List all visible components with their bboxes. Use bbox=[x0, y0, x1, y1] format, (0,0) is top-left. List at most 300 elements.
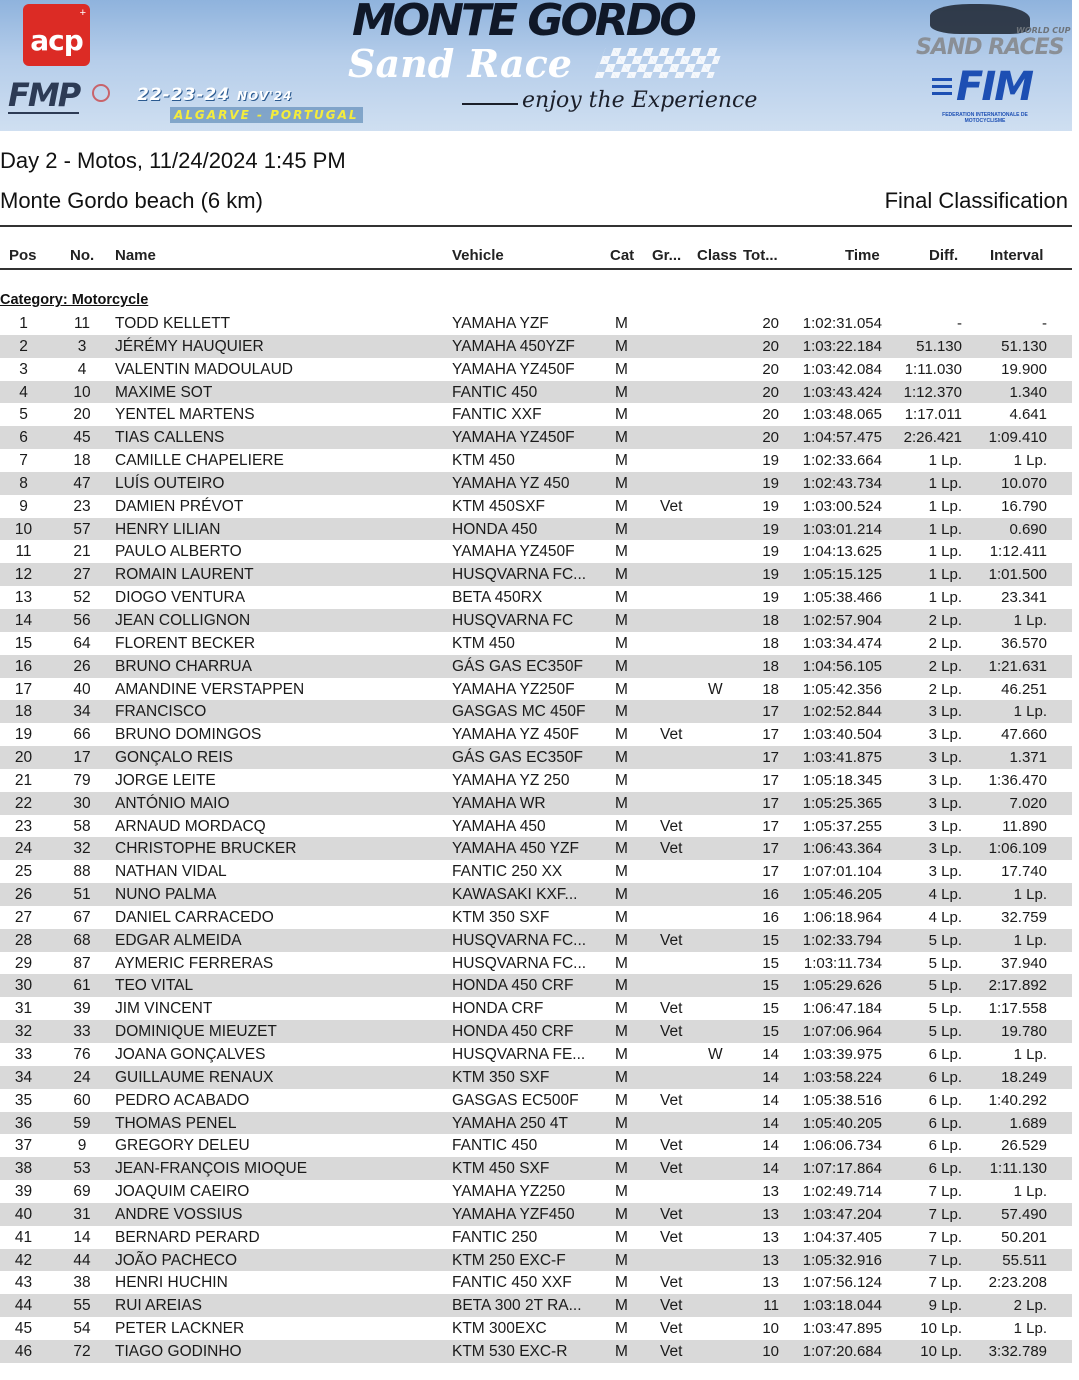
cell-rider-name: DOMINIQUE MIEUZET bbox=[115, 1023, 277, 1041]
cell-diff: 7 Lp. bbox=[928, 1183, 962, 1201]
column-header-interval: Interval bbox=[990, 247, 1044, 264]
cell-rider-number: 57 bbox=[73, 520, 91, 538]
cell-rider-name: NATHAN VIDAL bbox=[115, 863, 227, 881]
cell-group: Vet bbox=[660, 497, 683, 515]
cell-interval: 1 Lp. bbox=[1013, 931, 1047, 949]
table-row bbox=[0, 952, 1072, 975]
cell-time: 1:03:00.524 bbox=[802, 497, 882, 515]
cell-vehicle: KTM 450SXF bbox=[452, 497, 546, 515]
table-row bbox=[0, 1294, 1072, 1317]
cell-group: Vet bbox=[660, 1320, 683, 1338]
cell-interval: 47.660 bbox=[1001, 726, 1047, 744]
cell-rider-number: 11 bbox=[73, 315, 91, 332]
cell-total-laps: 14 bbox=[762, 1091, 779, 1109]
table-row bbox=[0, 609, 1072, 632]
cell-diff: 7 Lp. bbox=[928, 1274, 962, 1292]
report-type: Final Classification bbox=[884, 188, 1068, 213]
cell-rider-number: 88 bbox=[73, 863, 91, 881]
cell-time: 1:07:56.124 bbox=[802, 1274, 882, 1292]
cell-diff: 10 Lp. bbox=[920, 1342, 962, 1360]
table-row bbox=[0, 426, 1072, 449]
cell-position: 46 bbox=[14, 1342, 33, 1360]
cell-rider-number: 14 bbox=[73, 1228, 91, 1246]
cell-total-laps: 15 bbox=[762, 931, 779, 949]
cell-group: Vet bbox=[660, 1297, 683, 1315]
table-row bbox=[0, 1340, 1072, 1363]
cell-interval: 19.900 bbox=[1001, 360, 1047, 378]
table-row bbox=[0, 586, 1072, 609]
cell-position: 20 bbox=[14, 749, 33, 767]
fim-logo: FIM bbox=[956, 64, 1033, 110]
cell-category: M bbox=[615, 634, 628, 652]
cell-vehicle: HUSQVARNA FC... bbox=[452, 931, 587, 949]
table-row bbox=[0, 1157, 1072, 1180]
cell-rider-number: 21 bbox=[73, 543, 91, 561]
cell-total-laps: 19 bbox=[762, 589, 779, 607]
cell-total-laps: 10 bbox=[762, 1342, 779, 1360]
cell-rider-name: LUÍS OUTEIRO bbox=[115, 474, 225, 492]
cell-interval: 55.511 bbox=[1002, 1251, 1047, 1269]
cell-position: 6 bbox=[19, 429, 28, 447]
cell-position: 24 bbox=[14, 840, 33, 858]
cell-category: M bbox=[615, 817, 628, 835]
table-row bbox=[0, 495, 1072, 518]
cell-time: 1:05:38.466 bbox=[802, 589, 882, 607]
cell-total-laps: 18 bbox=[762, 611, 779, 629]
cell-interval: 26.529 bbox=[1001, 1137, 1047, 1155]
cell-vehicle: KTM 300EXC bbox=[452, 1320, 547, 1338]
cell-diff: 1 Lp. bbox=[928, 474, 962, 492]
cell-category: M bbox=[615, 337, 628, 355]
cell-category: M bbox=[615, 1342, 628, 1360]
column-header-group: Gr... bbox=[652, 247, 682, 264]
cell-category: M bbox=[615, 1183, 628, 1201]
cell-rider-name: TIAGO GODINHO bbox=[115, 1342, 242, 1360]
cell-class: W bbox=[708, 1046, 723, 1063]
cell-time: 1:05:29.626 bbox=[802, 977, 882, 995]
plus-icon: + bbox=[79, 7, 86, 19]
cell-vehicle: HONDA CRF bbox=[452, 1000, 544, 1018]
cell-position: 1 bbox=[19, 315, 28, 332]
cell-position: 30 bbox=[14, 977, 33, 995]
cell-diff: 3 Lp. bbox=[928, 840, 962, 858]
table-row bbox=[0, 792, 1072, 815]
cell-interval: 1:06.109 bbox=[988, 840, 1047, 858]
cell-rider-name: THOMAS PENEL bbox=[115, 1114, 237, 1132]
cell-category: M bbox=[615, 360, 628, 378]
cell-interval: 17.740 bbox=[1001, 863, 1047, 881]
table-row bbox=[0, 563, 1072, 586]
cell-time: 1:03:42.084 bbox=[802, 360, 882, 378]
column-header-time: Time bbox=[845, 247, 880, 264]
cell-interval: 57.490 bbox=[1001, 1205, 1047, 1223]
cell-time: 1:05:46.205 bbox=[802, 886, 882, 904]
cell-category: M bbox=[615, 611, 628, 629]
cell-category: M bbox=[615, 543, 628, 561]
cell-rider-number: 38 bbox=[73, 1274, 91, 1292]
cell-diff: 6 Lp. bbox=[928, 1068, 962, 1086]
column-header-name: Name bbox=[115, 247, 156, 264]
cell-category: M bbox=[615, 429, 628, 447]
sand-races-logo bbox=[916, 4, 1071, 64]
cell-rider-number: 79 bbox=[73, 771, 91, 789]
cell-interval: 1:12.411 bbox=[989, 543, 1047, 561]
cell-diff: - bbox=[957, 315, 962, 332]
table-row bbox=[0, 997, 1072, 1020]
cell-total-laps: 13 bbox=[762, 1251, 779, 1269]
cell-group: Vet bbox=[660, 1137, 683, 1155]
cell-rider-name: JÉRÉMY HAUQUIER bbox=[115, 337, 264, 355]
cell-position: 35 bbox=[14, 1091, 33, 1109]
cell-category: M bbox=[615, 863, 628, 881]
cell-interval: 7.020 bbox=[1009, 794, 1047, 812]
cell-position: 8 bbox=[19, 474, 28, 492]
cell-rider-number: 76 bbox=[73, 1046, 91, 1063]
cell-category: M bbox=[615, 1114, 628, 1132]
cell-position: 2 bbox=[19, 337, 28, 355]
cell-rider-number: 34 bbox=[73, 703, 91, 721]
event-region: ALGARVE - PORTUGAL bbox=[170, 107, 363, 123]
cell-rider-name: JOAQUIM CAEIRO bbox=[115, 1183, 250, 1201]
cell-time: 1:02:33.794 bbox=[802, 931, 882, 949]
cell-diff: 6 Lp. bbox=[928, 1137, 962, 1155]
cell-vehicle: YAMAHA 450 YZF bbox=[452, 840, 579, 858]
cell-total-laps: 17 bbox=[762, 749, 779, 767]
cell-vehicle: HUSQVARNA FC... bbox=[452, 954, 587, 972]
table-row bbox=[0, 312, 1072, 335]
cell-vehicle: HUSQVARNA FC... bbox=[452, 566, 587, 584]
cell-category: M bbox=[615, 794, 628, 812]
cell-diff: 2 Lp. bbox=[928, 657, 962, 675]
fim-logo-subtext: FEDERATION INTERNATIONALE DE MOTOCYCLISME bbox=[942, 112, 1028, 124]
table-row bbox=[0, 1180, 1072, 1203]
cell-rider-number: 31 bbox=[73, 1205, 91, 1223]
cell-position: 43 bbox=[14, 1274, 33, 1292]
cell-interval: 51.130 bbox=[1001, 337, 1047, 355]
cell-category: M bbox=[615, 954, 628, 972]
cell-total-laps: 16 bbox=[762, 886, 779, 904]
cell-diff: 3 Lp. bbox=[928, 817, 962, 835]
cell-interval: 1:11.130 bbox=[989, 1160, 1047, 1178]
cell-rider-number: 18 bbox=[73, 452, 91, 470]
cell-total-laps: 19 bbox=[762, 566, 779, 584]
cell-time: 1:04:57.475 bbox=[802, 429, 882, 447]
cell-group: Vet bbox=[660, 1091, 683, 1109]
cell-category: M bbox=[615, 703, 628, 721]
cell-vehicle: YAMAHA 450YZF bbox=[452, 337, 575, 355]
cell-interval: 1:17.558 bbox=[988, 1000, 1047, 1018]
cell-time: 1:03:47.204 bbox=[802, 1205, 882, 1223]
cell-position: 9 bbox=[19, 497, 28, 515]
cell-total-laps: 14 bbox=[762, 1068, 779, 1086]
cell-vehicle: YAMAHA YZ 250 bbox=[452, 771, 570, 789]
cell-rider-name: JEAN COLLIGNON bbox=[115, 611, 251, 629]
cell-total-laps: 14 bbox=[762, 1160, 779, 1178]
cell-interval: 0.690 bbox=[1009, 520, 1047, 538]
cell-total-laps: 14 bbox=[762, 1114, 779, 1132]
fim-speed-lines-icon bbox=[932, 78, 952, 99]
cell-position: 18 bbox=[14, 703, 33, 721]
cell-total-laps: 17 bbox=[762, 794, 779, 812]
cell-time: 1:07:06.964 bbox=[802, 1023, 882, 1041]
cell-diff: 3 Lp. bbox=[928, 726, 962, 744]
cell-diff: 51.130 bbox=[916, 337, 962, 355]
column-header-no: No. bbox=[70, 247, 95, 264]
cell-category: M bbox=[615, 1068, 628, 1086]
cell-category: M bbox=[615, 315, 628, 332]
cell-position: 38 bbox=[14, 1160, 33, 1178]
cell-interval: 11.890 bbox=[1002, 817, 1047, 835]
cell-diff: 5 Lp. bbox=[928, 1000, 962, 1018]
column-header-cat: Cat bbox=[610, 247, 635, 264]
cell-diff: 1 Lp. bbox=[928, 497, 962, 515]
quad-bike-icon bbox=[930, 4, 1030, 34]
cell-rider-name: GONÇALO REIS bbox=[115, 749, 233, 767]
category-label: Category: Motorcycle bbox=[0, 292, 149, 308]
cell-category: M bbox=[615, 589, 628, 607]
cell-vehicle: KAWASAKI KXF... bbox=[452, 886, 578, 904]
cell-vehicle: KTM 450 bbox=[452, 634, 515, 652]
cell-position: 40 bbox=[14, 1205, 33, 1223]
cell-total-laps: 15 bbox=[762, 977, 779, 995]
cell-position: 44 bbox=[14, 1297, 33, 1315]
column-header-diff: Diff. bbox=[929, 247, 959, 264]
tagline-stroke bbox=[462, 103, 518, 105]
cell-total-laps: 20 bbox=[762, 337, 779, 355]
cell-rider-name: BERNARD PERARD bbox=[115, 1228, 260, 1246]
cell-group: Vet bbox=[660, 1160, 683, 1178]
cell-diff: 4 Lp. bbox=[928, 886, 962, 904]
cell-category: M bbox=[615, 840, 628, 858]
cell-category: M bbox=[615, 908, 628, 926]
table-row bbox=[0, 1226, 1072, 1249]
cell-vehicle: YAMAHA WR bbox=[452, 794, 546, 812]
cell-rider-number: 20 bbox=[73, 406, 91, 424]
cell-interval: 1.689 bbox=[1009, 1114, 1047, 1132]
cell-total-laps: 15 bbox=[762, 1000, 779, 1018]
cell-rider-name: AMANDINE VERSTAPPEN bbox=[115, 680, 305, 698]
column-header-pos: Pos bbox=[9, 247, 37, 264]
classification-table bbox=[0, 312, 1072, 1363]
cell-vehicle: YAMAHA YZ250F bbox=[452, 680, 575, 698]
cell-total-laps: 13 bbox=[762, 1183, 779, 1201]
cell-category: M bbox=[615, 383, 628, 401]
fmp-logo: FMP bbox=[8, 76, 80, 114]
table-row bbox=[0, 403, 1072, 426]
cell-time: 1:06:06.734 bbox=[802, 1137, 882, 1155]
cell-position: 14 bbox=[14, 611, 33, 629]
cell-rider-name: HENRY LILIAN bbox=[115, 520, 221, 538]
cell-position: 12 bbox=[14, 566, 33, 584]
session-title: Day 2 - Motos, 11/24/2024 1:45 PM bbox=[0, 148, 346, 173]
cell-diff: 3 Lp. bbox=[928, 794, 962, 812]
table-row bbox=[0, 381, 1072, 404]
cell-diff: 10 Lp. bbox=[920, 1320, 962, 1338]
checkered-flag-icon bbox=[595, 48, 724, 78]
cell-class: W bbox=[708, 680, 723, 698]
table-row bbox=[0, 1271, 1072, 1294]
cell-total-laps: 20 bbox=[762, 383, 779, 401]
event-days: 22-23-24 bbox=[137, 85, 231, 105]
cell-vehicle: YAMAHA YZ450F bbox=[452, 360, 575, 378]
cell-total-laps: 19 bbox=[762, 520, 779, 538]
cell-interval: 18.249 bbox=[1001, 1068, 1047, 1086]
cell-category: M bbox=[615, 657, 628, 675]
cell-rider-name: VALENTIN MADOULAUD bbox=[115, 360, 293, 378]
cell-diff: 2 Lp. bbox=[928, 634, 962, 652]
cell-rider-number: 45 bbox=[73, 429, 91, 447]
cell-rider-number: 23 bbox=[73, 497, 91, 515]
table-row bbox=[0, 518, 1072, 541]
cell-position: 42 bbox=[14, 1251, 33, 1269]
cell-total-laps: 19 bbox=[762, 452, 779, 470]
event-dates bbox=[137, 86, 293, 106]
cell-position: 23 bbox=[14, 817, 33, 835]
cell-rider-number: 24 bbox=[73, 1068, 91, 1086]
table-row bbox=[0, 860, 1072, 883]
cell-rider-number: 55 bbox=[73, 1297, 91, 1315]
cell-rider-number: 40 bbox=[73, 680, 91, 698]
cell-time: 1:02:33.664 bbox=[802, 452, 882, 470]
cell-vehicle: GÁS GAS EC350F bbox=[452, 657, 583, 675]
cell-diff: 5 Lp. bbox=[928, 931, 962, 949]
cell-rider-name: DAMIEN PRÉVOT bbox=[115, 497, 244, 515]
cell-total-laps: 17 bbox=[762, 771, 779, 789]
cell-total-laps: 14 bbox=[762, 1046, 779, 1063]
cell-rider-name: TODD KELLETT bbox=[115, 315, 231, 332]
table-row bbox=[0, 837, 1072, 860]
cell-category: M bbox=[615, 520, 628, 538]
cell-vehicle: BETA 450RX bbox=[452, 589, 543, 607]
cell-time: 1:05:37.255 bbox=[802, 817, 882, 835]
cell-diff: 4 Lp. bbox=[928, 908, 962, 926]
motorcycle-rider-icon bbox=[92, 84, 110, 102]
column-header-vehicle: Vehicle bbox=[452, 247, 504, 264]
cell-interval: 32.759 bbox=[1001, 908, 1047, 926]
cell-interval: 1 Lp. bbox=[1013, 1183, 1047, 1201]
cell-rider-number: 61 bbox=[73, 977, 91, 995]
cell-vehicle: HONDA 450 CRF bbox=[452, 977, 574, 995]
cell-rider-number: 33 bbox=[73, 1023, 91, 1041]
cell-time: 1:03:22.184 bbox=[802, 337, 882, 355]
cell-total-laps: 20 bbox=[762, 360, 779, 378]
cell-rider-name: PAULO ALBERTO bbox=[115, 543, 242, 561]
cell-rider-number: 53 bbox=[73, 1160, 91, 1178]
cell-category: M bbox=[615, 1205, 628, 1223]
cell-rider-number: 72 bbox=[73, 1342, 91, 1360]
cell-time: 1:02:57.904 bbox=[802, 611, 882, 629]
table-row bbox=[0, 632, 1072, 655]
cell-vehicle: HUSQVARNA FE... bbox=[452, 1046, 586, 1063]
cell-rider-name: JIM VINCENT bbox=[115, 1000, 213, 1018]
table-row bbox=[0, 974, 1072, 997]
cell-vehicle: FANTIC 450 bbox=[452, 1137, 538, 1155]
cell-rider-name: BRUNO DOMINGOS bbox=[115, 726, 262, 744]
cell-interval: 1 Lp. bbox=[1013, 1320, 1047, 1338]
cell-interval: 1:09.410 bbox=[988, 429, 1047, 447]
cell-interval: 23.341 bbox=[1001, 589, 1047, 607]
cell-rider-name: CHRISTOPHE BRUCKER bbox=[115, 840, 297, 858]
table-row bbox=[0, 1203, 1072, 1226]
table-row bbox=[0, 700, 1072, 723]
cell-vehicle: HONDA 450 bbox=[452, 520, 538, 538]
cell-position: 22 bbox=[14, 794, 33, 812]
cell-position: 36 bbox=[14, 1114, 33, 1132]
cell-rider-number: 69 bbox=[73, 1183, 91, 1201]
cell-diff: 2:26.421 bbox=[903, 429, 962, 447]
cell-rider-name: BRUNO CHARRUA bbox=[115, 657, 252, 675]
cell-diff: 1 Lp. bbox=[928, 520, 962, 538]
cell-total-laps: 15 bbox=[762, 1023, 779, 1041]
cell-category: M bbox=[615, 1228, 628, 1246]
cell-vehicle: YAMAHA YZF bbox=[452, 315, 549, 332]
cell-total-laps: 14 bbox=[762, 1137, 779, 1155]
cell-rider-number: 68 bbox=[73, 931, 91, 949]
sand-races-text: SAND RACES bbox=[916, 35, 1064, 60]
cell-group: Vet bbox=[660, 726, 683, 744]
cell-interval: 37.940 bbox=[1001, 954, 1047, 972]
cell-position: 25 bbox=[14, 863, 33, 881]
cell-position: 28 bbox=[14, 931, 33, 949]
cell-diff: 1:12.370 bbox=[903, 383, 962, 401]
cell-category: M bbox=[615, 566, 628, 584]
cell-vehicle: KTM 250 EXC-F bbox=[452, 1251, 566, 1269]
cell-group: Vet bbox=[660, 1000, 683, 1018]
table-row bbox=[0, 449, 1072, 472]
cell-position: 10 bbox=[14, 520, 33, 538]
cell-rider-number: 51 bbox=[73, 886, 91, 904]
cell-vehicle: HONDA 450 CRF bbox=[452, 1023, 574, 1041]
cell-vehicle: YAMAHA 450 bbox=[452, 817, 546, 835]
cell-rider-name: NUNO PALMA bbox=[115, 886, 217, 904]
cell-vehicle: YAMAHA YZF450 bbox=[452, 1205, 575, 1223]
cell-category: M bbox=[615, 497, 628, 515]
cell-rider-name: JOANA GONÇALVES bbox=[115, 1046, 266, 1063]
cell-position: 29 bbox=[14, 954, 33, 972]
cell-rider-name: DANIEL CARRACEDO bbox=[115, 908, 274, 926]
cell-interval: 1 Lp. bbox=[1013, 703, 1047, 721]
table-row bbox=[0, 906, 1072, 929]
cell-rider-name: PETER LACKNER bbox=[115, 1320, 245, 1338]
cell-group: Vet bbox=[660, 817, 683, 835]
cell-category: M bbox=[615, 474, 628, 492]
cell-interval: 10.070 bbox=[1001, 474, 1047, 492]
cell-vehicle: FANTIC 450 bbox=[452, 383, 538, 401]
sand-races-subtext: WORLD CUP bbox=[1016, 26, 1071, 35]
cell-rider-number: 9 bbox=[77, 1137, 87, 1155]
cell-position: 45 bbox=[14, 1320, 33, 1338]
cell-vehicle: GÁS GAS EC350F bbox=[452, 749, 583, 767]
cell-position: 26 bbox=[14, 886, 33, 904]
cell-rider-name: YENTEL MARTENS bbox=[115, 406, 255, 424]
event-subtitle-logo: Sand Race bbox=[348, 41, 572, 86]
cell-rider-name: ROMAIN LAURENT bbox=[115, 566, 254, 584]
cell-position: 33 bbox=[14, 1046, 33, 1063]
cell-category: M bbox=[615, 1023, 628, 1041]
cell-interval: 1 Lp. bbox=[1013, 886, 1047, 904]
cell-rider-name: ANDRE VOSSIUS bbox=[115, 1205, 243, 1223]
cell-time: 1:05:25.365 bbox=[802, 794, 882, 812]
cell-interval: 19.780 bbox=[1001, 1023, 1047, 1041]
cell-category: M bbox=[615, 771, 628, 789]
cell-diff: 6 Lp. bbox=[928, 1091, 962, 1109]
cell-category: M bbox=[615, 931, 628, 949]
cell-total-laps: 11 bbox=[763, 1297, 779, 1315]
cell-diff: 1:17.011 bbox=[904, 406, 962, 424]
table-row bbox=[0, 746, 1072, 769]
header-divider bbox=[0, 225, 1072, 227]
cell-interval: 1 Lp. bbox=[1013, 452, 1047, 470]
